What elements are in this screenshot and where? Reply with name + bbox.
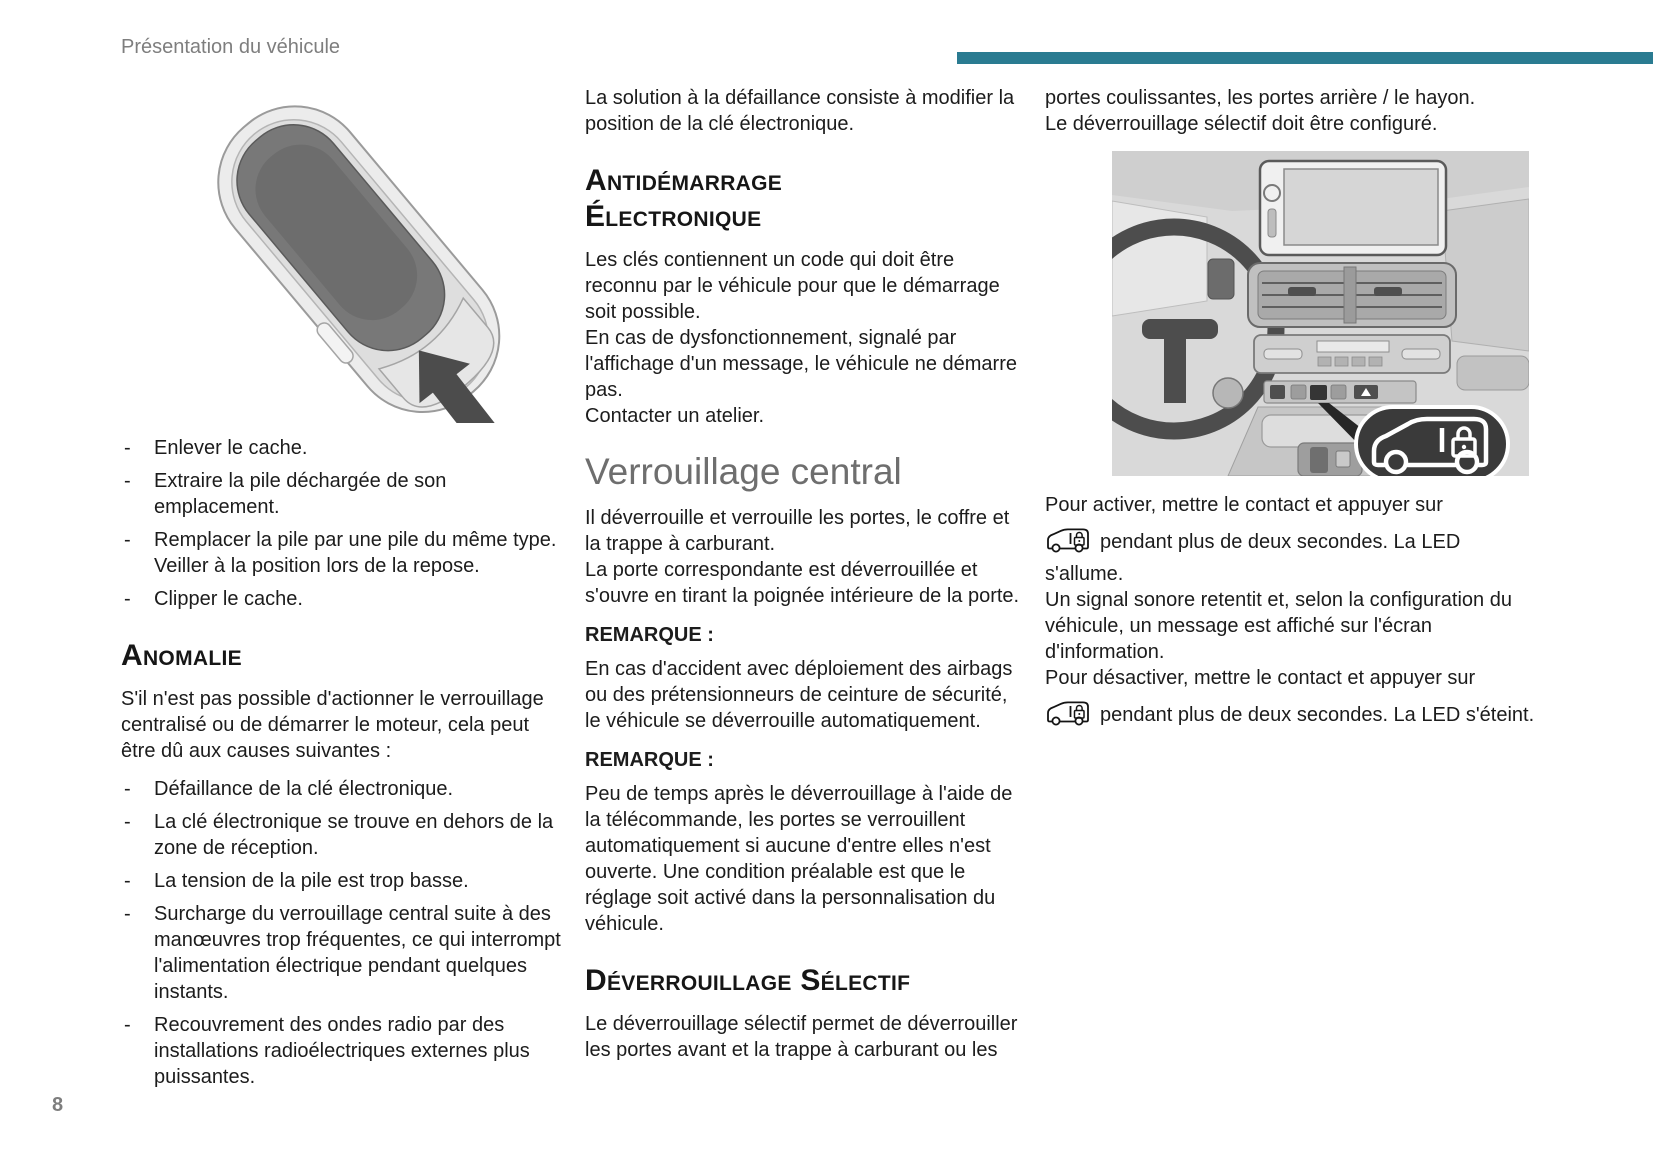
list-item: - Extraire la pile déchargée de son emplacement. bbox=[121, 468, 566, 520]
climate-panel bbox=[1254, 335, 1450, 373]
list-item: - La clé électronique se trouve en dehors de la zone de réception. bbox=[121, 809, 566, 861]
battery-steps-list bbox=[121, 435, 566, 612]
activate-line: Pour activer, mettre le contact et appuyer sur bbox=[1045, 494, 1443, 516]
column-left bbox=[121, 85, 566, 1097]
verrouillage-body-line: La porte correspondante est déverrouillée et s'ouvre en tirant la poignée intérieure de la porte. bbox=[585, 559, 1020, 607]
anomalie-heading: Anomalie bbox=[121, 639, 242, 672]
dashboard-illustration bbox=[1112, 151, 1529, 476]
van-lock-callout bbox=[1356, 407, 1508, 476]
van-lock-icon bbox=[1045, 527, 1091, 561]
antidemarrage-body-line: Contacter un atelier. bbox=[585, 405, 764, 427]
anomalie-causes-list bbox=[121, 776, 566, 1090]
activate-icon-line bbox=[1045, 527, 1535, 587]
list-item: - Surcharge du verrouillage central suite à des manœuvres trop fréquentes, ce qui interrompt l'alimentation électrique pendant quelques instants. bbox=[121, 901, 566, 1005]
column-middle bbox=[585, 85, 1025, 1063]
activate-after-icon: pendant plus de deux secondes. La LED s'allume. bbox=[1045, 531, 1461, 585]
selective-unlock-button bbox=[1310, 385, 1327, 400]
infotainment-screen bbox=[1260, 161, 1446, 255]
signal-paragraph: Un signal sonore retentit et, selon la configuration du véhicule, un message est affiché sur l'écran d'information. bbox=[1045, 589, 1512, 663]
key-fob-image bbox=[137, 93, 557, 423]
remark-body: Peu de temps après le déverrouillage à l'aide de la télécommande, les portes se verrouillent automatiquement si aucune d'entre elles n'est ouverte. Une condition préalable est que le réglage soit activé dans la personnalisation du véhicule. bbox=[585, 783, 1013, 935]
anomalie-intro: S'il n'est pas possible d'actionner le verrouillage centralisé ou de démarrer le moteur, cela peut être dû aux causes suivantes : bbox=[121, 688, 544, 762]
deactivate-line: Pour désactiver, mettre le contact et appuyer sur bbox=[1045, 667, 1476, 689]
antidemarrage-body-line: En cas de dysfonctionnement, signalé par l'affichage d'un message, le véhicule ne démarre pas. bbox=[585, 327, 1017, 401]
antidemarrage-body-line: Les clés contiennent un code qui doit être reconnu par le véhicule pour que le démarrage soit possible. bbox=[585, 249, 1000, 323]
deverrouillage-heading: Déverrouillage Sélectif bbox=[585, 964, 911, 997]
intro-line: Le déverrouillage sélectif doit être configuré. bbox=[1045, 113, 1438, 135]
deverrouillage-body: Le déverrouillage sélectif permet de déverrouiller les portes avant et la trappe à carburant ou les bbox=[585, 1013, 1018, 1061]
remark-body: En cas d'accident avec déploiement des airbags ou des prétensionneurs de ceinture de sécurité, le véhicule se déverrouille automatiquement. bbox=[585, 658, 1013, 732]
page-header: Présentation du véhicule bbox=[121, 36, 341, 58]
verrouillage-body-line: Il déverrouille et verrouille les portes, le coffre et la trappe à carburant. bbox=[585, 507, 1010, 555]
deactivate-after-icon: pendant plus de deux secondes. La LED s'éteint. bbox=[1100, 704, 1535, 726]
list-item: - La tension de la pile est trop basse. bbox=[121, 868, 566, 894]
list-item: - Enlever le cache. bbox=[121, 435, 566, 461]
list-item: - Remplacer la pile par une pile du même type. Veiller à la position lors de la repose. bbox=[121, 527, 566, 579]
deactivate-icon-line bbox=[1045, 700, 1535, 734]
intro-line: portes coulissantes, les portes arrière / le hayon. bbox=[1045, 87, 1476, 109]
remark-label: REMARQUE : bbox=[585, 749, 714, 771]
page-number: 8 bbox=[52, 1094, 64, 1116]
air-vents bbox=[1248, 263, 1456, 327]
remark-label: REMARQUE : bbox=[585, 624, 714, 646]
antidemarrage-heading: Antidémarrage Électronique bbox=[585, 164, 783, 233]
column-right bbox=[1045, 85, 1535, 734]
list-item: - Défaillance de la clé électronique. bbox=[121, 776, 566, 802]
accent-bar bbox=[957, 52, 1653, 64]
dashboard-image bbox=[1112, 151, 1529, 476]
verrouillage-heading: Verrouillage central bbox=[585, 451, 902, 492]
list-item: - Clipper le cache. bbox=[121, 586, 566, 612]
key-fob-illustration bbox=[137, 93, 557, 423]
list-item: - Recouvrement des ondes radio par des installations radioélectriques externes plus puissantes. bbox=[121, 1012, 566, 1090]
solution-paragraph: La solution à la défaillance consiste à modifier la position de la clé électronique. bbox=[585, 87, 1015, 135]
van-lock-icon bbox=[1045, 700, 1091, 734]
